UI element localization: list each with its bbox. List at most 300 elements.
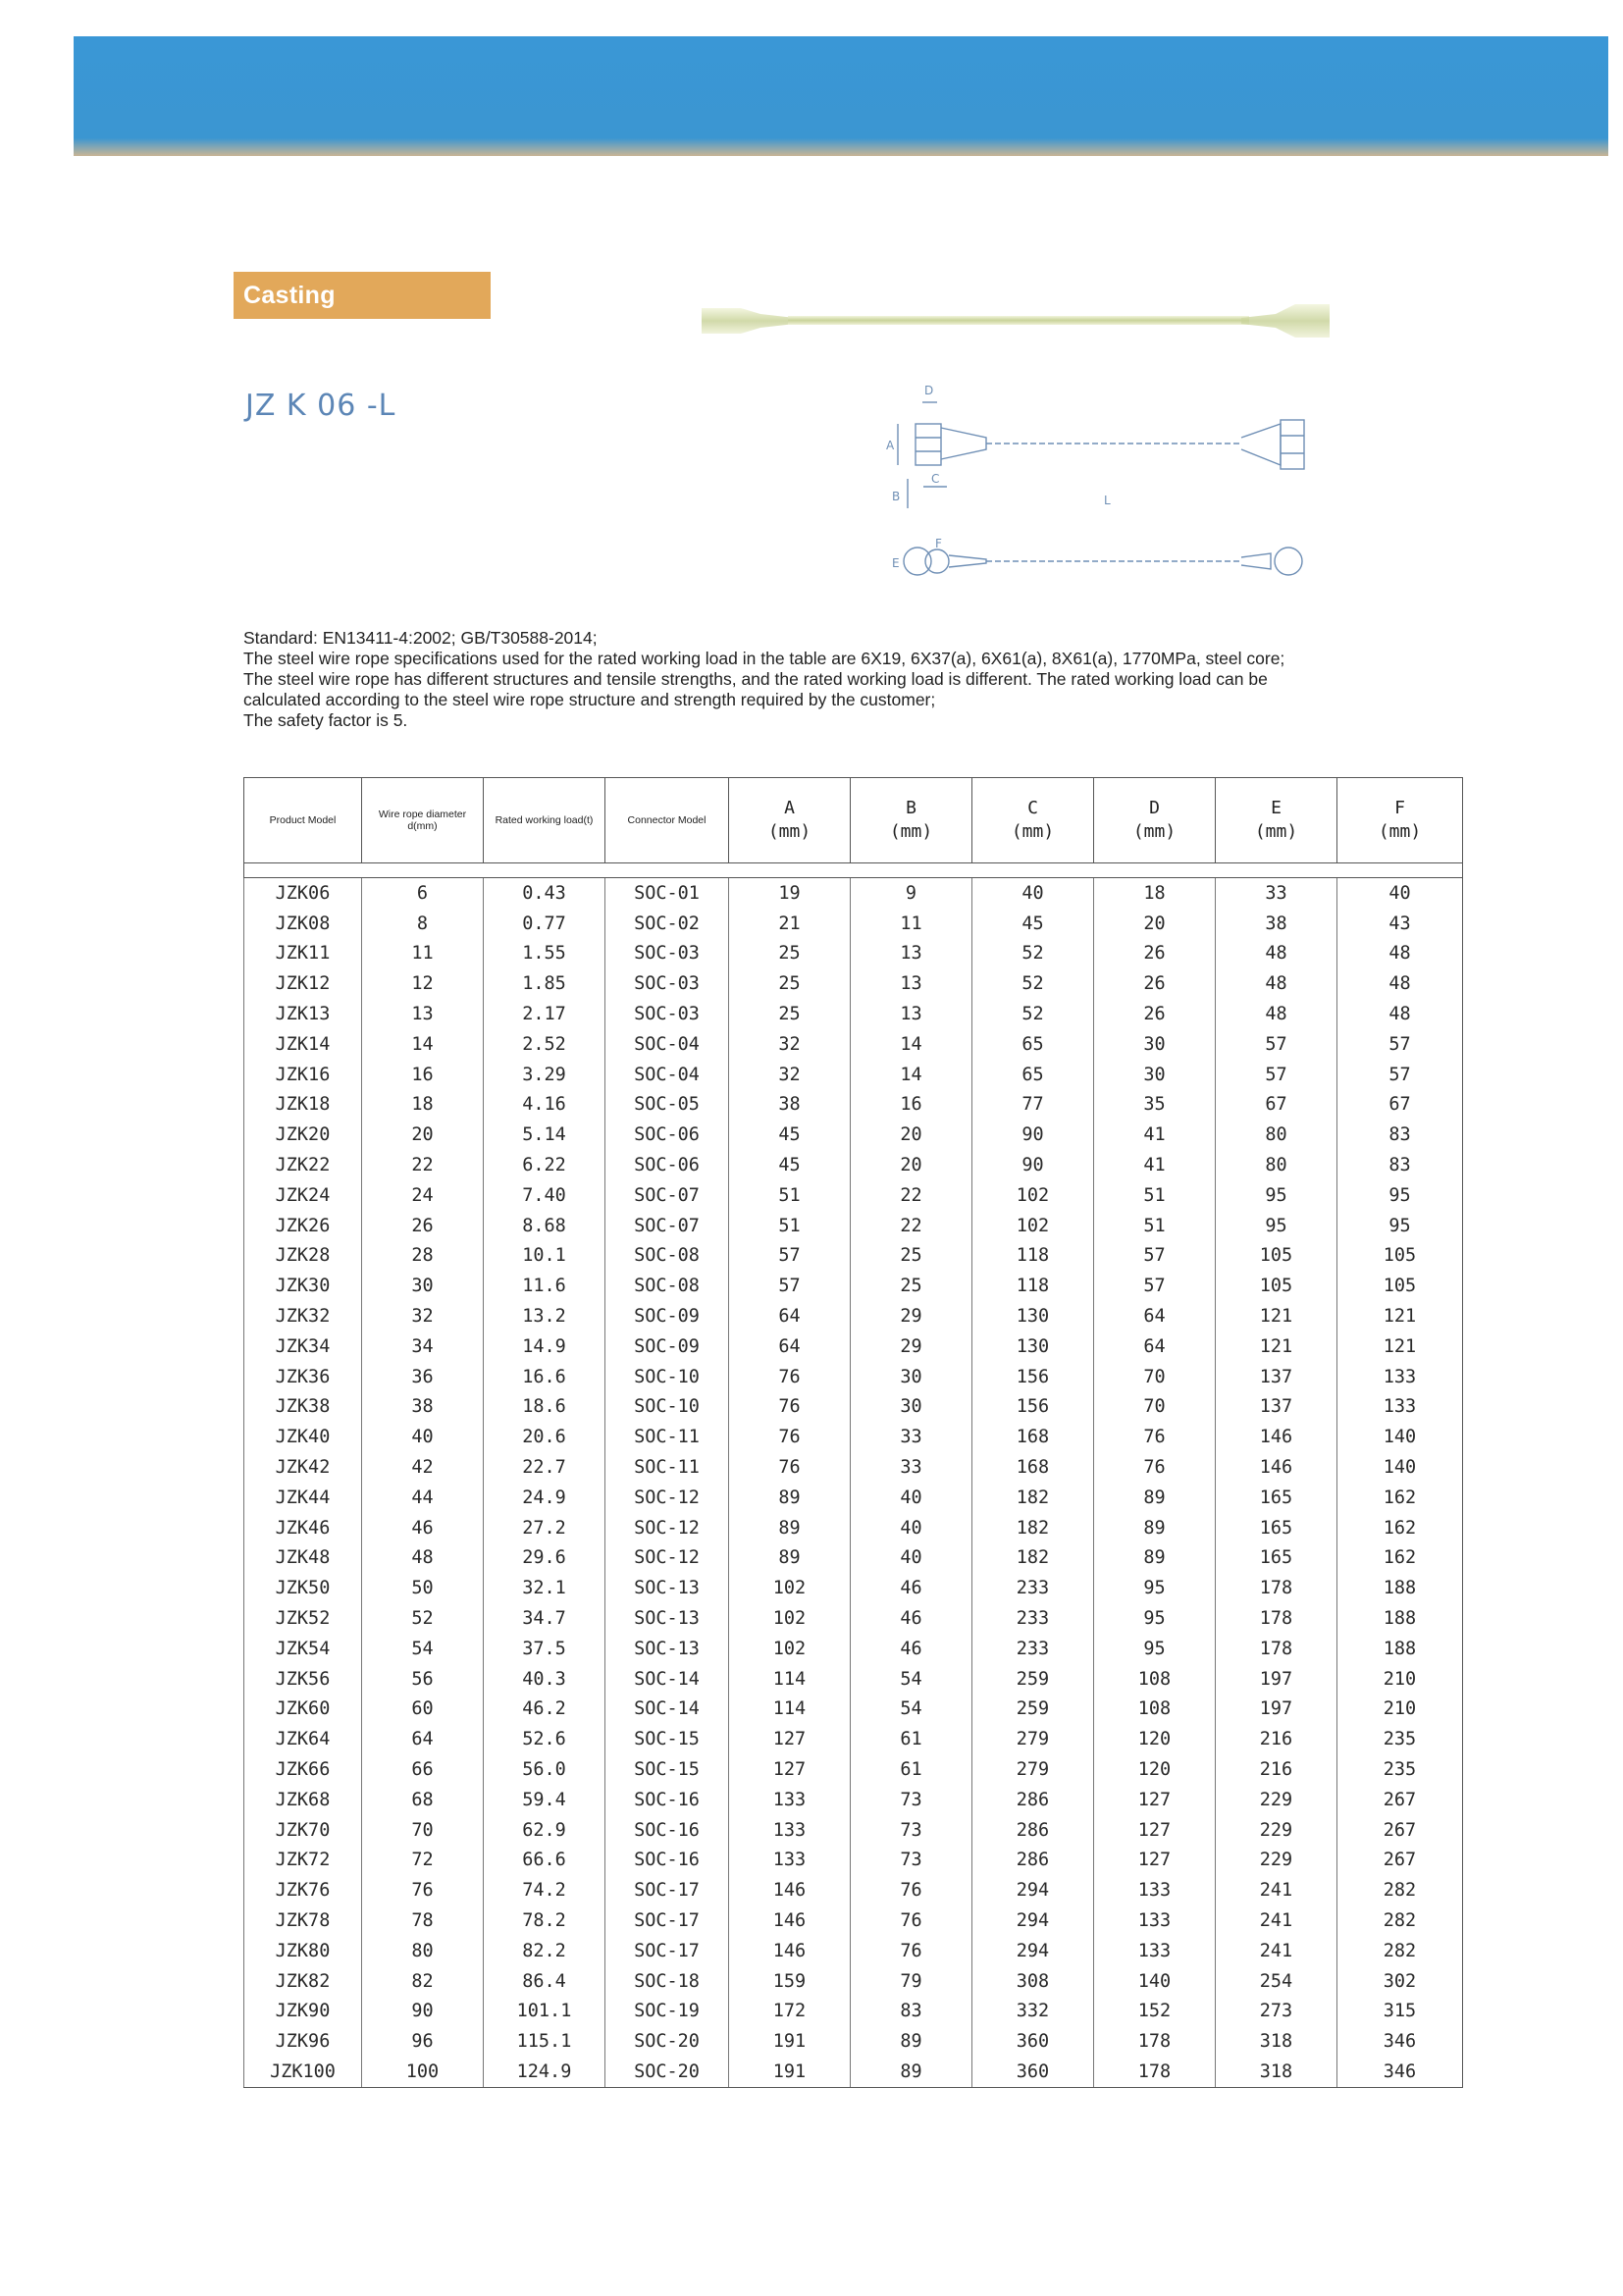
cell-dim-b: 30	[851, 1392, 972, 1423]
cell-rated-load: 40.3	[484, 1664, 605, 1695]
cell-rated-load: 14.9	[484, 1331, 605, 1362]
cell-dim-e: 105	[1216, 1241, 1337, 1272]
cell-dim-b: 76	[851, 1875, 972, 1905]
cell-rope-diameter: 38	[362, 1392, 484, 1423]
cell-dim-d: 26	[1094, 939, 1216, 969]
cell-connector-model: SOC-09	[605, 1331, 729, 1362]
cell-dim-d: 20	[1094, 909, 1216, 939]
cell-dim-d: 95	[1094, 1634, 1216, 1664]
cell-dim-c: 90	[972, 1150, 1094, 1180]
cell-rated-load: 6.22	[484, 1150, 605, 1180]
cell-dim-b: 29	[851, 1331, 972, 1362]
cell-dim-e: 178	[1216, 1573, 1337, 1603]
cell-product-model: JZK24	[244, 1180, 362, 1211]
cell-dim-f: 188	[1337, 1603, 1463, 1634]
description-line: The steel wire rope has different structures and tensile strengths, and the rated working load is different. The rated working load can be	[243, 669, 1268, 689]
table-row	[244, 1543, 1463, 1574]
cell-connector-model: SOC-17	[605, 1905, 729, 1936]
table-row	[244, 1754, 1463, 1785]
cell-dim-a: 19	[729, 878, 851, 909]
cell-connector-model: SOC-19	[605, 1996, 729, 2026]
cell-dim-b: 29	[851, 1301, 972, 1331]
table-row	[244, 1301, 1463, 1331]
cell-rated-load: 1.55	[484, 939, 605, 969]
cell-dim-c: 52	[972, 999, 1094, 1029]
header-e: E (mm)	[1216, 778, 1337, 863]
cell-dim-d: 64	[1094, 1331, 1216, 1362]
description-line: calculated according to the steel wire rope structure and strength required by the customer;	[243, 690, 936, 709]
table-row	[244, 1331, 1463, 1362]
cell-connector-model: SOC-08	[605, 1271, 729, 1301]
table-row	[244, 999, 1463, 1029]
spec-table	[243, 777, 1463, 2088]
cell-dim-b: 79	[851, 1966, 972, 1997]
label-c: C	[931, 472, 940, 486]
cell-rope-diameter: 100	[362, 2057, 484, 2087]
cell-connector-model: SOC-09	[605, 1301, 729, 1331]
cell-rated-load: 7.40	[484, 1180, 605, 1211]
cell-dim-b: 16	[851, 1090, 972, 1121]
cell-rope-diameter: 36	[362, 1362, 484, 1392]
cell-dim-e: 216	[1216, 1724, 1337, 1754]
cell-product-model: JZK78	[244, 1905, 362, 1936]
cell-dim-a: 32	[729, 1060, 851, 1090]
cell-dim-a: 45	[729, 1120, 851, 1150]
cell-connector-model: SOC-10	[605, 1392, 729, 1423]
header-connector-model: Connector Model	[605, 778, 729, 863]
cell-rope-diameter: 90	[362, 1996, 484, 2026]
table-row	[244, 1815, 1463, 1846]
cell-connector-model: SOC-03	[605, 968, 729, 999]
cell-dim-e: 165	[1216, 1543, 1337, 1574]
cell-dim-a: 146	[729, 1936, 851, 1966]
cell-product-model: JZK100	[244, 2057, 362, 2087]
cell-product-model: JZK14	[244, 1029, 362, 1060]
cell-dim-e: 241	[1216, 1936, 1337, 1966]
cell-dim-e: 197	[1216, 1664, 1337, 1695]
cell-dim-c: 118	[972, 1271, 1094, 1301]
cell-dim-a: 25	[729, 999, 851, 1029]
table-row	[244, 1664, 1463, 1695]
cell-rated-load: 4.16	[484, 1090, 605, 1121]
cell-dim-c: 65	[972, 1029, 1094, 1060]
cell-dim-a: 133	[729, 1846, 851, 1876]
cell-dim-b: 22	[851, 1211, 972, 1241]
cell-dim-b: 83	[851, 1996, 972, 2026]
cell-rope-diameter: 8	[362, 909, 484, 939]
table-row	[244, 1029, 1463, 1060]
cell-dim-e: 105	[1216, 1271, 1337, 1301]
cell-dim-e: 318	[1216, 2057, 1337, 2087]
cell-dim-e: 178	[1216, 1603, 1337, 1634]
cell-connector-model: SOC-08	[605, 1241, 729, 1272]
cell-dim-b: 14	[851, 1060, 972, 1090]
cell-product-model: JZK72	[244, 1846, 362, 1876]
cell-dim-d: 127	[1094, 1785, 1216, 1815]
cell-dim-b: 14	[851, 1029, 972, 1060]
cell-rated-load: 62.9	[484, 1815, 605, 1846]
cell-dim-f: 133	[1337, 1392, 1463, 1423]
table-row	[244, 1513, 1463, 1543]
cell-dim-e: 137	[1216, 1392, 1337, 1423]
cell-dim-c: 45	[972, 909, 1094, 939]
cell-dim-c: 332	[972, 1996, 1094, 2026]
table-row	[244, 1634, 1463, 1664]
cell-dim-a: 89	[729, 1543, 851, 1574]
section-tag: Casting rigging/open	[234, 272, 491, 319]
cell-dim-b: 46	[851, 1573, 972, 1603]
header-rated-load: Rated working load(t)	[484, 778, 605, 863]
description-line: The steel wire rope specifications used for the rated working load in the table are 6X19, 6X37(a), 6X61(a), 8X61(a), 1770MPa, steel core;	[243, 649, 1285, 668]
cell-dim-e: 137	[1216, 1362, 1337, 1392]
cell-rope-diameter: 28	[362, 1241, 484, 1272]
cell-dim-e: 48	[1216, 968, 1337, 999]
cell-dim-c: 294	[972, 1905, 1094, 1936]
cell-dim-d: 35	[1094, 1090, 1216, 1121]
cell-rated-load: 82.2	[484, 1936, 605, 1966]
cell-rated-load: 101.1	[484, 1996, 605, 2026]
cell-dim-f: 267	[1337, 1846, 1463, 1876]
cell-dim-c: 65	[972, 1060, 1094, 1090]
cell-dim-b: 13	[851, 939, 972, 969]
cell-dim-b: 54	[851, 1695, 972, 1725]
cell-rated-load: 24.9	[484, 1483, 605, 1513]
cell-rated-load: 0.43	[484, 878, 605, 909]
cell-dim-e: 67	[1216, 1090, 1337, 1121]
cell-dim-d: 95	[1094, 1573, 1216, 1603]
cell-dim-f: 188	[1337, 1573, 1463, 1603]
cell-rated-load: 11.6	[484, 1271, 605, 1301]
cell-connector-model: SOC-10	[605, 1362, 729, 1392]
table-row	[244, 1603, 1463, 1634]
description-line: The safety factor is 5.	[243, 710, 408, 730]
cell-dim-b: 40	[851, 1483, 972, 1513]
cell-dim-c: 233	[972, 1603, 1094, 1634]
cell-rope-diameter: 42	[362, 1452, 484, 1483]
cell-rope-diameter: 56	[362, 1664, 484, 1695]
cell-dim-a: 25	[729, 968, 851, 999]
cell-rope-diameter: 60	[362, 1695, 484, 1725]
cell-dim-d: 120	[1094, 1724, 1216, 1754]
cell-product-model: JZK08	[244, 909, 362, 939]
cell-dim-c: 118	[972, 1241, 1094, 1272]
cell-dim-c: 168	[972, 1422, 1094, 1452]
cell-rated-load: 10.1	[484, 1241, 605, 1272]
cell-dim-c: 130	[972, 1301, 1094, 1331]
cell-dim-e: 229	[1216, 1846, 1337, 1876]
cell-dim-e: 254	[1216, 1966, 1337, 1997]
cell-connector-model: SOC-04	[605, 1029, 729, 1060]
cell-rope-diameter: 14	[362, 1029, 484, 1060]
cell-dim-d: 89	[1094, 1543, 1216, 1574]
cell-dim-d: 178	[1094, 2057, 1216, 2087]
cell-connector-model: SOC-14	[605, 1664, 729, 1695]
cell-dim-e: 178	[1216, 1634, 1337, 1664]
cell-dim-e: 229	[1216, 1785, 1337, 1815]
cell-dim-e: 121	[1216, 1301, 1337, 1331]
table-row	[244, 1724, 1463, 1754]
cell-dim-c: 168	[972, 1452, 1094, 1483]
cell-dim-c: 233	[972, 1634, 1094, 1664]
cell-rated-load: 66.6	[484, 1846, 605, 1876]
cell-dim-d: 127	[1094, 1815, 1216, 1846]
header-d: D (mm)	[1094, 778, 1216, 863]
table-row	[244, 1966, 1463, 1997]
cell-rated-load: 27.2	[484, 1513, 605, 1543]
cell-connector-model: SOC-15	[605, 1724, 729, 1754]
table-row	[244, 1150, 1463, 1180]
cell-dim-a: 76	[729, 1392, 851, 1423]
cell-dim-f: 57	[1337, 1029, 1463, 1060]
cell-rope-diameter: 16	[362, 1060, 484, 1090]
cell-dim-f: 121	[1337, 1331, 1463, 1362]
cell-product-model: JZK64	[244, 1724, 362, 1754]
cell-dim-b: 33	[851, 1452, 972, 1483]
cell-dim-b: 73	[851, 1815, 972, 1846]
cell-dim-e: 95	[1216, 1211, 1337, 1241]
cell-dim-c: 52	[972, 939, 1094, 969]
cell-dim-c: 360	[972, 2026, 1094, 2057]
cell-connector-model: SOC-06	[605, 1150, 729, 1180]
cell-dim-d: 30	[1094, 1060, 1216, 1090]
cell-dim-b: 61	[851, 1754, 972, 1785]
header-a: A (mm)	[729, 778, 851, 863]
cell-dim-f: 95	[1337, 1211, 1463, 1241]
cell-rated-load: 46.2	[484, 1695, 605, 1725]
cell-dim-c: 130	[972, 1331, 1094, 1362]
cell-dim-b: 9	[851, 878, 972, 909]
cell-product-model: JZK60	[244, 1695, 362, 1725]
cell-dim-c: 233	[972, 1573, 1094, 1603]
cell-product-model: JZK20	[244, 1120, 362, 1150]
cell-dim-a: 127	[729, 1754, 851, 1785]
cell-dim-d: 133	[1094, 1936, 1216, 1966]
cell-dim-b: 54	[851, 1664, 972, 1695]
cell-dim-a: 127	[729, 1724, 851, 1754]
cell-connector-model: SOC-05	[605, 1090, 729, 1121]
label-e: E	[892, 556, 900, 570]
cell-product-model: JZK80	[244, 1936, 362, 1966]
cell-connector-model: SOC-13	[605, 1603, 729, 1634]
cell-product-model: JZK16	[244, 1060, 362, 1090]
cell-dim-d: 108	[1094, 1664, 1216, 1695]
table-row	[244, 1452, 1463, 1483]
cell-dim-b: 25	[851, 1241, 972, 1272]
cell-product-model: JZK90	[244, 1996, 362, 2026]
table-row	[244, 878, 1463, 909]
cell-dim-b: 76	[851, 1936, 972, 1966]
cell-dim-b: 89	[851, 2057, 972, 2087]
model-label: JZ K 06 -L	[245, 389, 396, 423]
table-row	[244, 1241, 1463, 1272]
cell-rope-diameter: 20	[362, 1120, 484, 1150]
cell-connector-model: SOC-07	[605, 1180, 729, 1211]
cell-dim-a: 191	[729, 2057, 851, 2087]
cell-dim-d: 26	[1094, 968, 1216, 999]
cell-connector-model: SOC-16	[605, 1815, 729, 1846]
cell-rope-diameter: 26	[362, 1211, 484, 1241]
cell-dim-d: 120	[1094, 1754, 1216, 1785]
cell-connector-model: SOC-01	[605, 878, 729, 909]
cell-connector-model: SOC-12	[605, 1543, 729, 1574]
cell-product-model: JZK30	[244, 1271, 362, 1301]
cell-rope-diameter: 34	[362, 1331, 484, 1362]
cell-rope-diameter: 24	[362, 1180, 484, 1211]
cell-product-model: JZK70	[244, 1815, 362, 1846]
cell-rope-diameter: 46	[362, 1513, 484, 1543]
table-row	[244, 1875, 1463, 1905]
cell-dim-d: 70	[1094, 1362, 1216, 1392]
description	[243, 628, 1460, 731]
cell-dim-e: 216	[1216, 1754, 1337, 1785]
label-f: F	[935, 537, 942, 550]
cell-dim-c: 77	[972, 1090, 1094, 1121]
cell-connector-model: SOC-12	[605, 1513, 729, 1543]
cell-product-model: JZK13	[244, 999, 362, 1029]
cell-dim-b: 13	[851, 968, 972, 999]
table-row	[244, 939, 1463, 969]
cell-dim-d: 41	[1094, 1120, 1216, 1150]
cell-dim-c: 360	[972, 2057, 1094, 2087]
cell-rope-diameter: 76	[362, 1875, 484, 1905]
cell-rope-diameter: 40	[362, 1422, 484, 1452]
cell-dim-d: 76	[1094, 1452, 1216, 1483]
cell-dim-a: 102	[729, 1603, 851, 1634]
cell-dim-b: 20	[851, 1120, 972, 1150]
cell-rated-load: 8.68	[484, 1211, 605, 1241]
cell-dim-c: 156	[972, 1362, 1094, 1392]
cell-dim-f: 140	[1337, 1452, 1463, 1483]
cell-dim-f: 105	[1337, 1271, 1463, 1301]
cell-dim-d: 89	[1094, 1513, 1216, 1543]
cell-connector-model: SOC-17	[605, 1936, 729, 1966]
cell-dim-d: 51	[1094, 1211, 1216, 1241]
cell-dim-b: 89	[851, 2026, 972, 2057]
cell-connector-model: SOC-03	[605, 939, 729, 969]
cell-connector-model: SOC-02	[605, 909, 729, 939]
table-row	[244, 1392, 1463, 1423]
table-row	[244, 1120, 1463, 1150]
cell-dim-f: 315	[1337, 1996, 1463, 2026]
cell-rope-diameter: 30	[362, 1271, 484, 1301]
cell-connector-model: SOC-18	[605, 1966, 729, 1997]
cell-rope-diameter: 70	[362, 1815, 484, 1846]
label-d: D	[924, 384, 934, 397]
cell-rope-diameter: 96	[362, 2026, 484, 2057]
cell-rated-load: 18.6	[484, 1392, 605, 1423]
cell-dim-f: 40	[1337, 878, 1463, 909]
cell-rated-load: 74.2	[484, 1875, 605, 1905]
cell-connector-model: SOC-13	[605, 1634, 729, 1664]
header-rope-diameter: Wire rope diameter d(mm)	[362, 778, 484, 863]
cell-connector-model: SOC-12	[605, 1483, 729, 1513]
cell-rope-diameter: 78	[362, 1905, 484, 1936]
cell-rope-diameter: 64	[362, 1724, 484, 1754]
cell-rated-load: 86.4	[484, 1966, 605, 1997]
cell-dim-f: 346	[1337, 2026, 1463, 2057]
cell-dim-a: 89	[729, 1483, 851, 1513]
cell-rated-load: 124.9	[484, 2057, 605, 2087]
cell-dim-d: 178	[1094, 2026, 1216, 2057]
cell-dim-b: 13	[851, 999, 972, 1029]
cell-dim-a: 64	[729, 1331, 851, 1362]
cell-dim-a: 76	[729, 1362, 851, 1392]
cell-dim-e: 95	[1216, 1180, 1337, 1211]
cell-dim-f: 133	[1337, 1362, 1463, 1392]
cell-dim-f: 95	[1337, 1180, 1463, 1211]
cell-dim-f: 162	[1337, 1543, 1463, 1574]
header-c: C (mm)	[972, 778, 1094, 863]
cell-dim-b: 20	[851, 1150, 972, 1180]
cell-rope-diameter: 50	[362, 1573, 484, 1603]
cell-rope-diameter: 48	[362, 1543, 484, 1574]
cell-dim-a: 45	[729, 1150, 851, 1180]
cell-connector-model: SOC-20	[605, 2026, 729, 2057]
cell-connector-model: SOC-15	[605, 1754, 729, 1785]
cell-dim-b: 73	[851, 1785, 972, 1815]
cell-rope-diameter: 54	[362, 1634, 484, 1664]
cell-connector-model: SOC-04	[605, 1060, 729, 1090]
cell-dim-d: 108	[1094, 1695, 1216, 1725]
cell-dim-a: 51	[729, 1211, 851, 1241]
cell-product-model: JZK12	[244, 968, 362, 999]
cell-dim-b: 25	[851, 1271, 972, 1301]
cell-dim-a: 51	[729, 1180, 851, 1211]
table-row	[244, 1362, 1463, 1392]
cell-dim-f: 162	[1337, 1483, 1463, 1513]
table-row	[244, 2057, 1463, 2087]
cell-connector-model: SOC-16	[605, 1785, 729, 1815]
cell-dim-a: 89	[729, 1513, 851, 1543]
cell-dim-d: 64	[1094, 1301, 1216, 1331]
label-b: B	[892, 490, 901, 503]
cell-connector-model: SOC-06	[605, 1120, 729, 1150]
table-row	[244, 2026, 1463, 2057]
description-line: Standard: EN13411-4:2002; GB/T30588-2014;	[243, 628, 598, 648]
table-row	[244, 1060, 1463, 1090]
cell-dim-d: 51	[1094, 1180, 1216, 1211]
cell-dim-d: 70	[1094, 1392, 1216, 1423]
table-row	[244, 1785, 1463, 1815]
cell-dim-a: 32	[729, 1029, 851, 1060]
cell-dim-f: 210	[1337, 1695, 1463, 1725]
cell-dim-f: 43	[1337, 909, 1463, 939]
cell-dim-e: 229	[1216, 1815, 1337, 1846]
cell-dim-c: 308	[972, 1966, 1094, 1997]
label-l: L	[1104, 494, 1111, 507]
cell-rope-diameter: 22	[362, 1150, 484, 1180]
product-photo	[702, 290, 1330, 349]
cell-connector-model: SOC-13	[605, 1573, 729, 1603]
cell-rope-diameter: 11	[362, 939, 484, 969]
cell-rated-load: 0.77	[484, 909, 605, 939]
cell-dim-c: 40	[972, 878, 1094, 909]
cell-dim-f: 121	[1337, 1301, 1463, 1331]
cell-dim-a: 76	[729, 1422, 851, 1452]
table-row	[244, 1422, 1463, 1452]
cell-dim-e: 241	[1216, 1875, 1337, 1905]
cell-rated-load: 59.4	[484, 1785, 605, 1815]
cell-product-model: JZK46	[244, 1513, 362, 1543]
table-row	[244, 909, 1463, 939]
cell-dim-c: 279	[972, 1724, 1094, 1754]
cell-dim-c: 294	[972, 1875, 1094, 1905]
cell-dim-f: 235	[1337, 1724, 1463, 1754]
table-row	[244, 1936, 1463, 1966]
table-row	[244, 1483, 1463, 1513]
header-b: B (mm)	[851, 778, 972, 863]
cell-dim-f: 346	[1337, 2057, 1463, 2087]
